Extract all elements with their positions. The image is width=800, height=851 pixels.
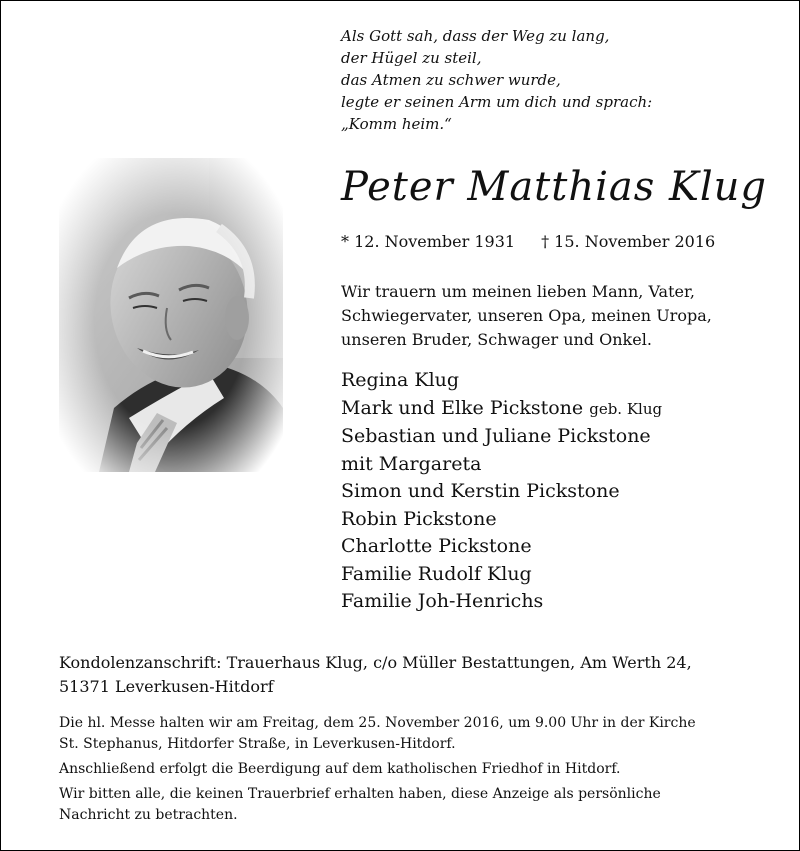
mourner-line: Familie Rudolf Klug xyxy=(341,562,532,585)
mourning-line: Schwiegervater, unseren Opa, meinen Uropa, xyxy=(341,306,712,325)
request-line: Nachricht zu betrachten. xyxy=(59,807,238,823)
poem-line: der Hügel zu steil, xyxy=(341,49,482,67)
poem-line: „Komm heim.“ xyxy=(341,115,452,133)
poem xyxy=(341,25,761,135)
condolence-address xyxy=(59,651,759,699)
mourning-line: Wir trauern um meinen lieben Mann, Vater, xyxy=(341,282,695,301)
request-line: Wir bitten alle, die keinen Trauerbrief erhalten haben, diese Anzeige als persönliche xyxy=(59,786,661,802)
mourning-line: unseren Bruder, Schwager und Onkel. xyxy=(341,330,652,349)
life-dates xyxy=(341,231,781,253)
portrait-photo xyxy=(59,158,283,472)
death-date: † 15. November 2016 xyxy=(541,232,716,251)
birth-date: * 12. November 1931 xyxy=(341,232,516,251)
mourner-line: Simon und Kerstin Pickstone xyxy=(341,480,620,502)
mourner-line: Sebastian und Juliane Pickstone xyxy=(341,425,651,447)
poem-line: Als Gott sah, dass der Weg zu lang, xyxy=(341,27,610,45)
mourner-line: Robin Pickstone xyxy=(341,507,497,530)
service-information xyxy=(59,713,769,826)
poem-line: das Atmen zu schwer wurde, xyxy=(341,71,561,89)
condolence-line: Kondolenzanschrift: Trauerhaus Klug, c/o Müller Bestattungen, Am Werth 24, xyxy=(59,653,692,672)
condolence-line: 51371 Leverkusen-Hitdorf xyxy=(59,677,274,696)
mourner-line: mit Margareta xyxy=(341,452,482,475)
maiden-name-note: geb. Klug xyxy=(589,399,663,418)
mass-info-line: St. Stephanus, Hitdorfer Straße, in Leverkusen-Hitdorf. xyxy=(59,736,456,752)
mass-info-line: Die hl. Messe halten wir am Freitag, dem 25. November 2016, um 9.00 Uhr in der Kirche xyxy=(59,715,696,731)
burial-info: Anschließend erfolgt die Beerdigung auf dem katholischen Friedhof in Hitdorf. xyxy=(59,761,621,777)
mourner-line: Regina Klug xyxy=(341,369,460,391)
poem-line: legte er seinen Arm um dich und sprach: xyxy=(341,93,653,111)
mourning-statement xyxy=(341,280,743,352)
mourner-line xyxy=(341,395,781,424)
mourner-line: Charlotte Pickstone xyxy=(341,535,532,557)
mourners-list xyxy=(341,367,781,616)
mourner-name: Mark und Elke Pickstone xyxy=(341,396,584,419)
portrait-photo-icon xyxy=(59,158,283,472)
deceased-name: Peter Matthias Klug xyxy=(341,164,768,210)
mourner-line: Familie Joh-Henrichs xyxy=(341,590,544,612)
